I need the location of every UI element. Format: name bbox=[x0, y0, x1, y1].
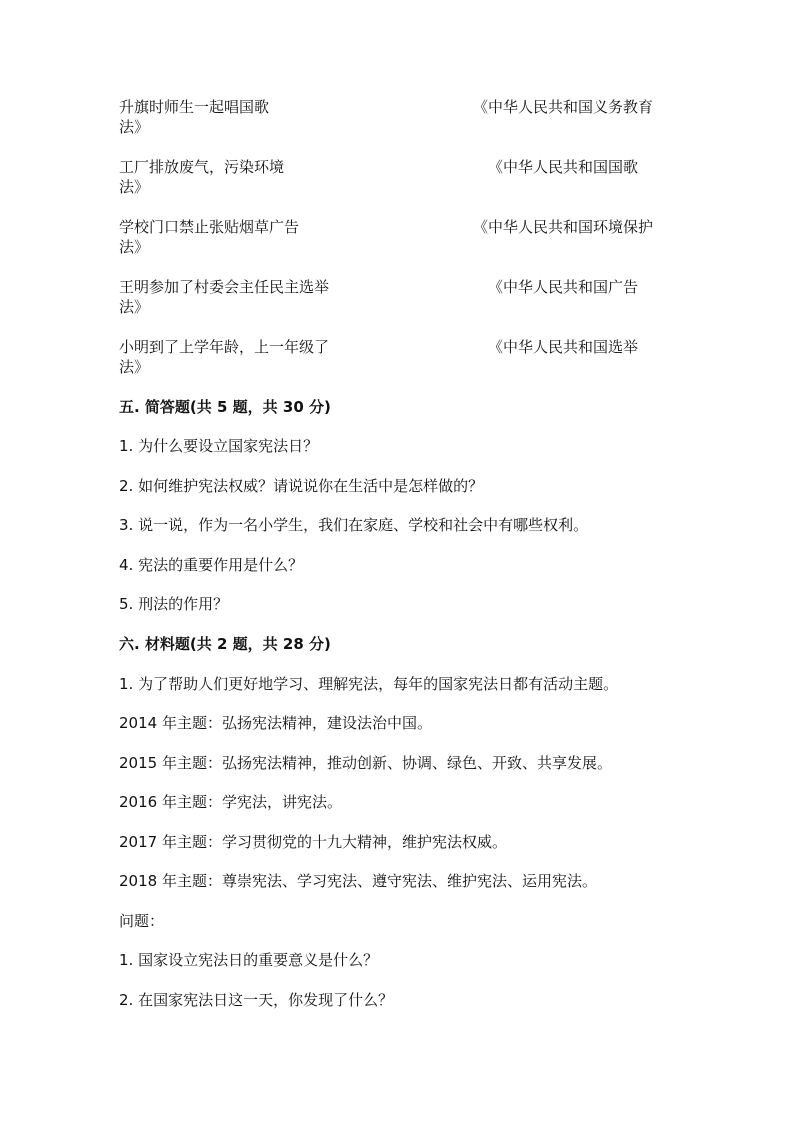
match-law-1-cont: 法》 bbox=[119, 118, 150, 136]
match-law-3-cont: 法》 bbox=[119, 238, 150, 256]
sub-question-2: 2. 在国家宪法日这一天，你发现了什么？ bbox=[119, 991, 394, 1009]
section-6-heading: 六. 材料题(共 2 题，共 28 分) bbox=[119, 635, 331, 653]
section-5-heading: 五. 简答题(共 5 题，共 30 分) bbox=[119, 398, 331, 416]
theme-2015: 2015 年主题：弘扬宪法精神，推动创新、协调、绿色、开致、共享发展。 bbox=[119, 754, 612, 772]
match-event-1: 升旗时师生一起唱国歌 bbox=[119, 98, 270, 116]
match-law-3: 《中华人民共和国环境保护 bbox=[473, 218, 654, 236]
theme-2017: 2017 年主题：学习贯彻党的十九大精神，维护宪法权威。 bbox=[119, 833, 507, 851]
match-event-2: 工厂排放废气，污染环境 bbox=[119, 158, 285, 176]
match-law-4-cont: 法》 bbox=[119, 298, 150, 316]
theme-2018: 2018 年主题：尊崇宪法、学习宪法、遵守宪法、维护宪法、运用宪法。 bbox=[119, 872, 597, 890]
section-5-question-5: 5. 刑法的作用？ bbox=[119, 595, 229, 613]
section-5-question-2: 2. 如何维护宪法权威？请说说你在生活中是怎样做的？ bbox=[119, 477, 484, 495]
match-law-4: 《中华人民共和国广告 bbox=[488, 278, 639, 296]
section-5-question-4: 4. 宪法的重要作用是什么？ bbox=[119, 556, 304, 574]
match-event-3: 学校门口禁止张贴烟草广告 bbox=[119, 218, 300, 236]
section-6-intro: 1. 为了帮助人们更好地学习、理解宪法，每年的国家宪法日都有活动主题。 bbox=[119, 675, 619, 693]
match-law-5: 《中华人民共和国选举 bbox=[488, 338, 639, 356]
section-5-question-3: 3. 说一说，作为一名小学生，我们在家庭、学校和社会中有哪些权利。 bbox=[119, 516, 589, 534]
match-law-1: 《中华人民共和国义务教育 bbox=[473, 98, 654, 116]
sub-question-1: 1. 国家设立宪法日的重要意义是什么？ bbox=[119, 951, 379, 969]
match-event-4: 王明参加了村委会主任民主选举 bbox=[119, 278, 330, 296]
theme-2014: 2014 年主题：弘扬宪法精神，建设法治中国。 bbox=[119, 714, 432, 732]
section-5-question-1: 1. 为什么要设立国家宪法日？ bbox=[119, 437, 319, 455]
match-law-2-cont: 法》 bbox=[119, 178, 150, 196]
match-law-5-cont: 法》 bbox=[119, 358, 150, 376]
theme-2016: 2016 年主题：学宪法，讲宪法。 bbox=[119, 793, 342, 811]
match-event-5: 小明到了上学年龄，上一年级了 bbox=[119, 338, 330, 356]
match-law-2: 《中华人民共和国国歌 bbox=[488, 158, 639, 176]
question-label: 问题： bbox=[119, 912, 165, 930]
